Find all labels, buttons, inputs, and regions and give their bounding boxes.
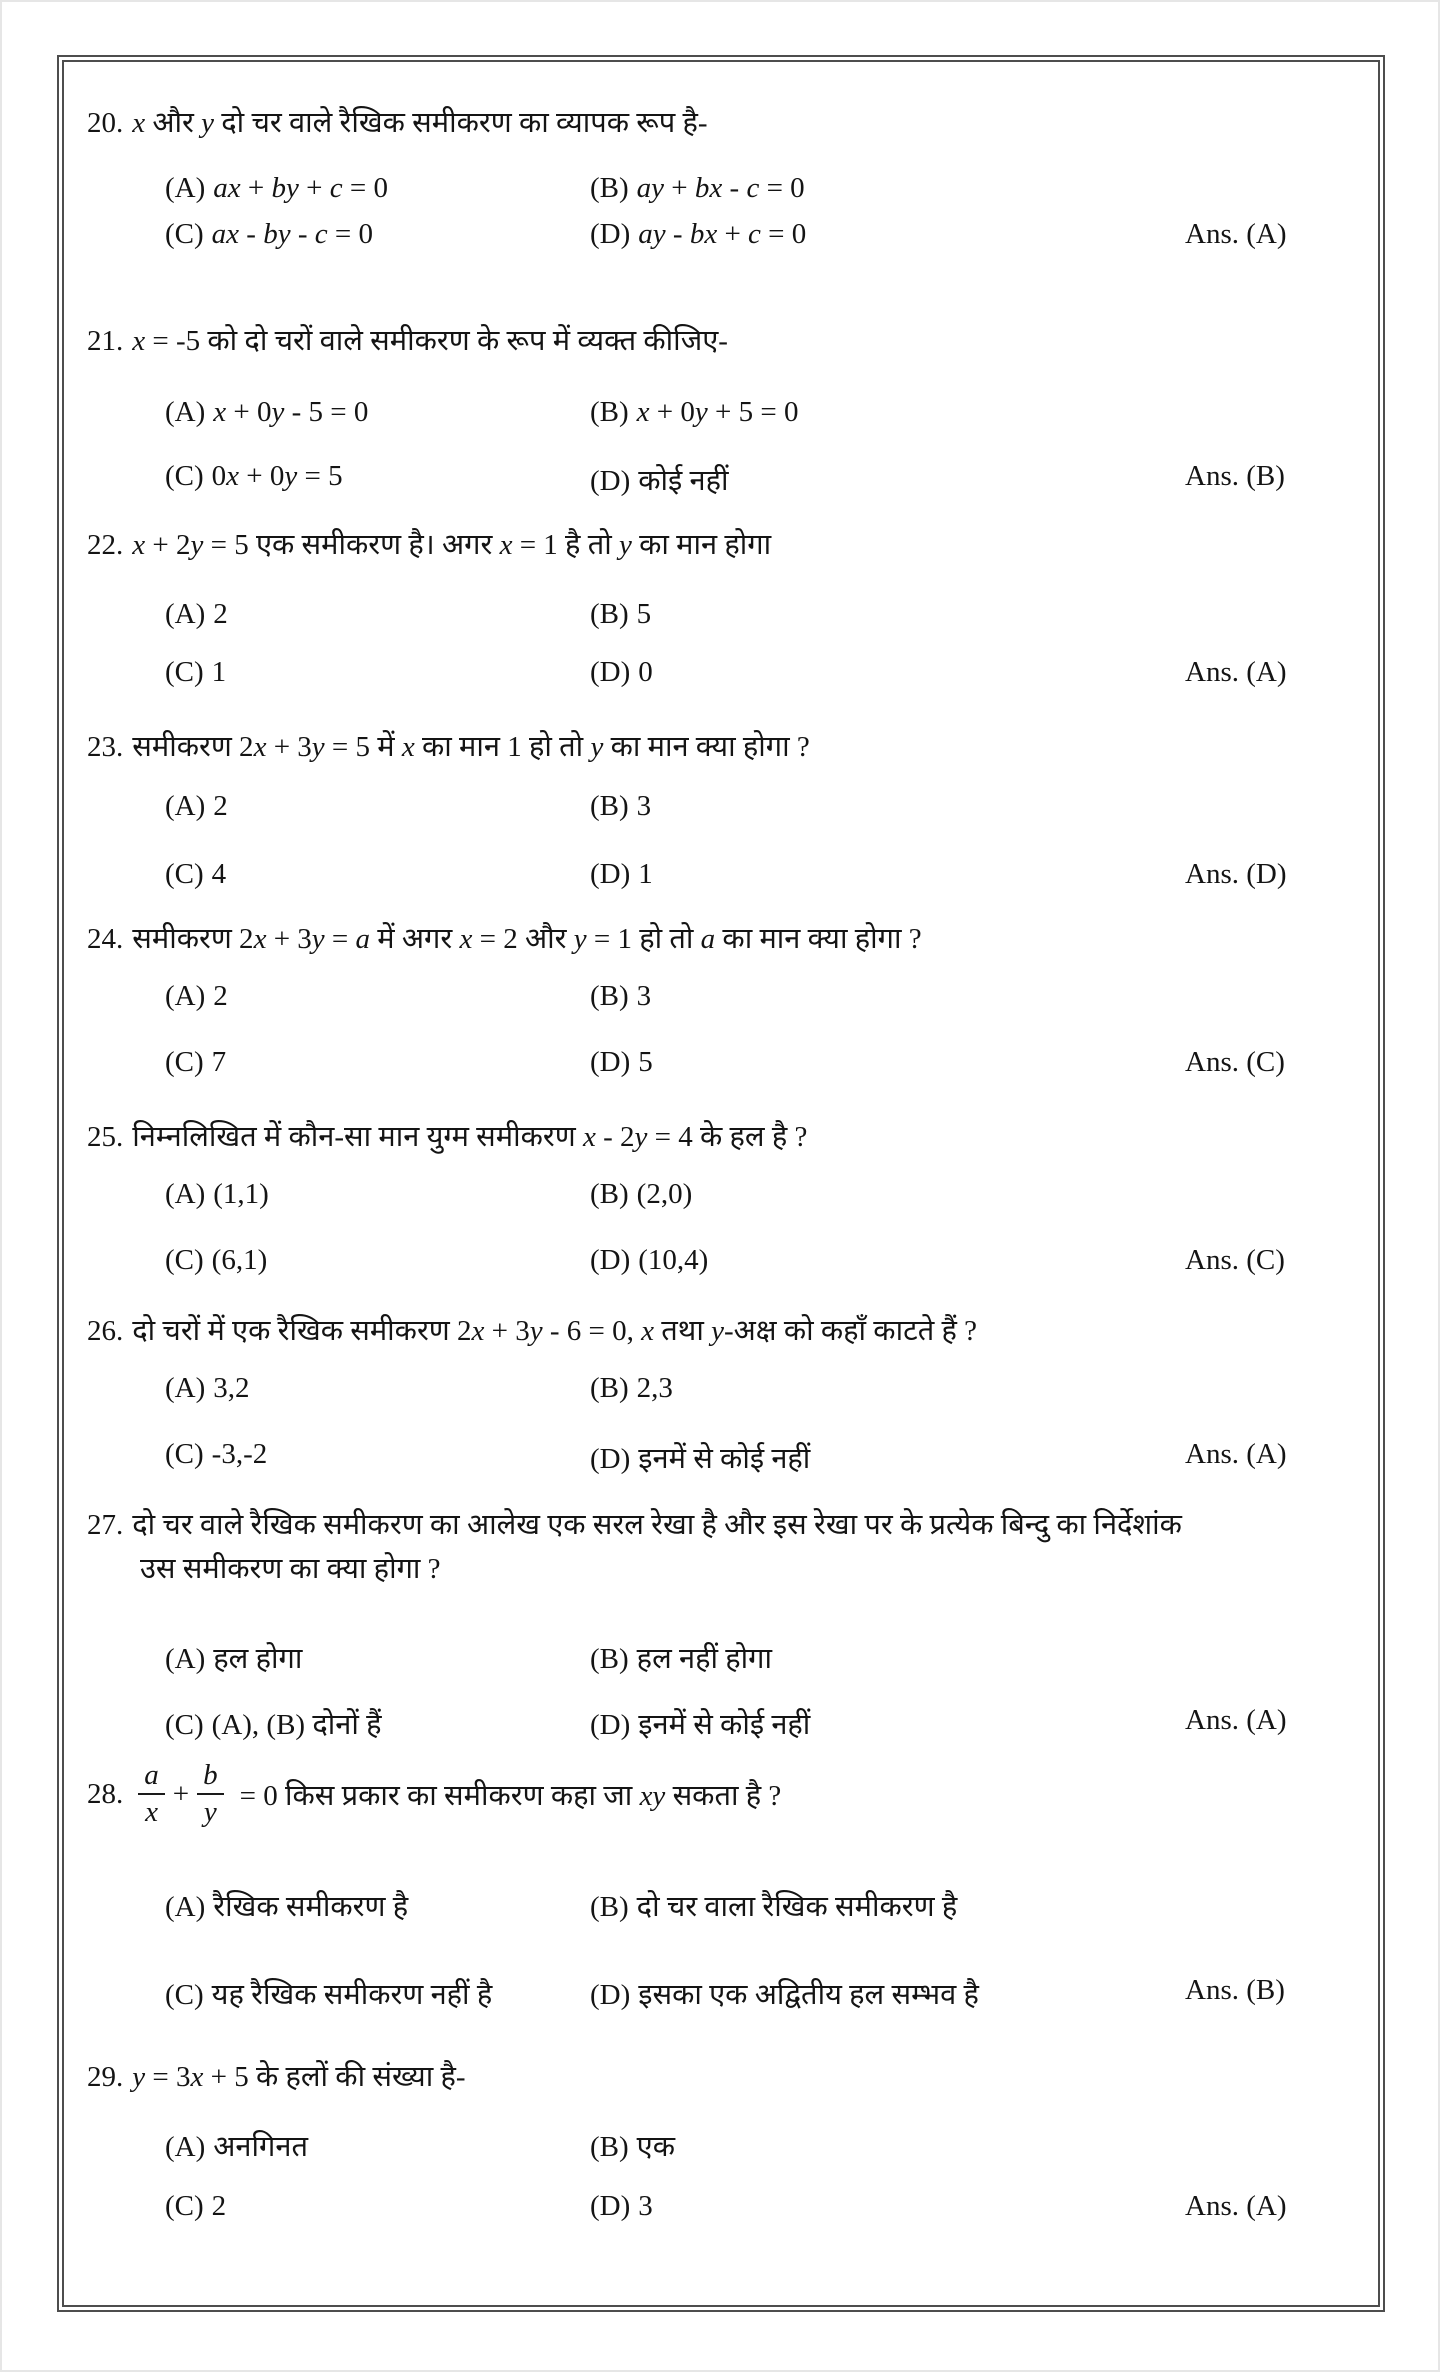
option-a	[165, 1178, 269, 1211]
option-text: 2	[213, 790, 228, 822]
option-b	[590, 790, 651, 823]
option-label: (A)	[165, 980, 206, 1012]
option-label: (B)	[590, 1891, 629, 1923]
option-label: (C)	[165, 460, 204, 492]
option-a	[165, 396, 368, 429]
fraction-denominator: y	[203, 1796, 217, 1828]
option-d	[590, 1974, 979, 2013]
question-number: 29.	[87, 2061, 124, 2093]
question-text: x = -5 को दो चरों वाले समीकरण के रूप में व्यक्त कीजिए-	[132, 325, 728, 357]
question-26-options-row-2	[64, 1438, 1378, 1480]
option-label: (B)	[590, 2131, 629, 2163]
question-25	[87, 1120, 1362, 1155]
question-20	[87, 106, 1362, 141]
option-label: (B)	[590, 598, 629, 630]
option-b	[590, 1372, 673, 1405]
question-number: 28.	[87, 1777, 124, 1810]
question-text: समीकरण 2x + 3y = 5 में x का मान 1 हो तो y का मान क्या होगा ?	[132, 731, 810, 763]
option-text: 2,3	[636, 1372, 673, 1404]
answer-label: Ans. (A)	[1185, 656, 1287, 688]
option-label: (B)	[590, 396, 629, 428]
option-text: (A), (B) दोनों हैं	[211, 1709, 382, 1741]
option-text: एक	[636, 2131, 675, 2163]
option-label: (D)	[590, 1979, 631, 2011]
question-21-options-row-1	[64, 396, 1378, 438]
option-label: (D)	[590, 1046, 631, 1078]
question-27	[87, 1508, 1362, 1543]
option-label: (A)	[165, 1372, 206, 1404]
option-b	[590, 980, 651, 1013]
option-label: (A)	[165, 172, 206, 204]
option-label: (C)	[165, 2190, 204, 2222]
option-label: (B)	[590, 1178, 629, 1210]
question-text: = 0 किस प्रकार का समीकरण कहा जा xy सकता है ?	[239, 1779, 782, 1812]
question-21	[87, 324, 1362, 359]
option-label: (A)	[165, 790, 206, 822]
option-label: (B)	[590, 1643, 629, 1675]
option-label: (C)	[165, 1709, 204, 1741]
option-text: 3	[636, 790, 652, 822]
question-28-options-row-1	[64, 1886, 1378, 1928]
option-b	[590, 598, 651, 631]
answer-label: Ans. (A)	[1185, 218, 1287, 250]
fraction-denominator: x	[145, 1796, 158, 1828]
option-label: (C)	[165, 858, 204, 890]
option-label: (D)	[590, 2190, 631, 2222]
option-c	[165, 460, 343, 493]
option-c	[165, 1974, 492, 2013]
question-27-options-row-1	[64, 1638, 1378, 1680]
option-d	[590, 1046, 653, 1079]
option-d	[590, 218, 806, 251]
question-24-options-row-2	[64, 1046, 1378, 1088]
question-23-options-row-2	[64, 858, 1378, 900]
option-label: (A)	[165, 396, 206, 428]
fraction-b-over-y	[197, 1759, 224, 1830]
option-d	[590, 1704, 810, 1743]
option-label: (C)	[165, 656, 204, 688]
option-c	[165, 1244, 267, 1277]
option-text: (2,0)	[636, 1178, 693, 1210]
option-a	[165, 2126, 308, 2165]
option-c	[165, 2190, 226, 2223]
question-number: 27.	[87, 1509, 124, 1541]
option-d	[590, 656, 653, 689]
question-text: दो चरों में एक रैखिक समीकरण 2x + 3y - 6 = 0, x तथा y-अक्ष को कहाँ काटते हैं ?	[132, 1315, 978, 1347]
option-label: (D)	[590, 1709, 631, 1741]
answer-label: Ans. (C)	[1185, 1244, 1285, 1276]
question-number: 24.	[87, 923, 124, 955]
answer-label: Ans. (D)	[1185, 858, 1287, 890]
option-label: (D)	[590, 1244, 631, 1276]
option-text: ay + bx - c = 0	[636, 172, 805, 204]
question-23	[87, 730, 1362, 765]
question-number: 23.	[87, 731, 124, 763]
option-text: 7	[211, 1046, 227, 1078]
option-text: x + 0y - 5 = 0	[213, 396, 369, 428]
option-d	[590, 460, 729, 499]
question-29-options-row-2	[64, 2190, 1378, 2232]
question-paper-page	[57, 55, 1385, 2312]
question-25-options-row-1	[64, 1178, 1378, 1220]
question-text: x + 2y = 5 एक समीकरण है। अगर x = 1 है तो y का मान होगा	[132, 529, 772, 561]
option-label: (C)	[165, 1979, 204, 2011]
option-a	[165, 1886, 408, 1925]
option-label: (C)	[165, 1244, 204, 1276]
plus-sign: +	[172, 1777, 190, 1810]
answer-label: Ans. (C)	[1185, 1046, 1285, 1078]
option-a	[165, 790, 228, 823]
option-d	[590, 1438, 810, 1477]
option-text: 0	[638, 656, 653, 688]
option-c	[165, 858, 226, 891]
option-c	[165, 1046, 226, 1079]
option-label: (A)	[165, 598, 206, 630]
option-text: 3,2	[213, 1372, 250, 1404]
answer-label: Ans. (B)	[1185, 460, 1285, 492]
question-29	[87, 2060, 1362, 2095]
option-text: 5	[636, 598, 652, 630]
option-label: (D)	[590, 858, 631, 890]
option-text: 5	[638, 1046, 653, 1078]
option-d	[590, 1244, 708, 1277]
option-label: (A)	[165, 1891, 206, 1923]
option-text: इसका एक अद्वितीय हल सम्भव है	[638, 1979, 979, 2011]
option-text: 2	[213, 980, 228, 1012]
question-number: 25.	[87, 1121, 124, 1153]
option-text: 4	[211, 858, 227, 890]
option-label: (A)	[165, 1643, 206, 1675]
question-number: 26.	[87, 1315, 124, 1347]
option-label: (D)	[590, 656, 631, 688]
option-text: हल नहीं होगा	[636, 1643, 772, 1675]
option-text: 0x + 0y = 5	[211, 460, 343, 492]
option-a	[165, 1638, 302, 1677]
option-c	[165, 1704, 382, 1743]
option-text: 3	[638, 2190, 653, 2222]
option-c	[165, 656, 226, 689]
option-b	[590, 2126, 675, 2165]
question-text: y = 3x + 5 के हलों की संख्या है-	[132, 2061, 466, 2093]
question-text: x और y दो चर वाले रैखिक समीकरण का व्यापक रूप है-	[132, 107, 708, 139]
question-20-options-row-1	[64, 172, 1378, 214]
question-22-options-row-2	[64, 656, 1378, 698]
option-a	[165, 1372, 250, 1405]
option-text: 1	[211, 656, 227, 688]
option-text: ax + by + c = 0	[213, 172, 388, 204]
option-b	[590, 396, 799, 429]
question-24	[87, 922, 1362, 957]
question-29-options-row-1	[64, 2126, 1378, 2168]
option-text: x + 0y + 5 = 0	[636, 396, 799, 428]
question-21-options-row-2	[64, 460, 1378, 502]
option-text: 2	[213, 598, 228, 630]
option-text: कोई नहीं	[638, 465, 729, 497]
fraction-a-over-x	[138, 1759, 165, 1830]
option-text: 2	[211, 2190, 227, 2222]
question-28	[87, 1752, 1362, 1836]
question-20-options-row-2	[64, 218, 1378, 260]
option-label: (B)	[590, 1372, 629, 1404]
option-label: (B)	[590, 980, 629, 1012]
option-label: (B)	[590, 790, 629, 822]
option-text: ax - by - c = 0	[211, 218, 373, 250]
option-label: (C)	[165, 1046, 204, 1078]
question-22	[87, 528, 1362, 563]
option-text: 3	[636, 980, 652, 1012]
option-text: इनमें से कोई नहीं	[638, 1709, 811, 1741]
option-c	[165, 1438, 267, 1471]
option-label: (C)	[165, 218, 204, 250]
answer-label: Ans. (A)	[1185, 2190, 1287, 2222]
option-text: हल होगा	[213, 1643, 303, 1675]
option-text: 1	[638, 858, 653, 890]
option-text: यह रैखिक समीकरण नहीं है	[211, 1979, 493, 2011]
option-label: (D)	[590, 1443, 631, 1475]
option-b	[590, 172, 805, 205]
option-a	[165, 172, 388, 205]
question-number: 21.	[87, 325, 124, 357]
option-text: (10,4)	[638, 1244, 709, 1276]
option-b	[590, 1638, 772, 1677]
question-text: उस समीकरण का क्या होगा ?	[140, 1553, 441, 1585]
answer-label: Ans. (B)	[1185, 1974, 1285, 2006]
option-text: -3,-2	[211, 1438, 268, 1470]
option-label: (D)	[590, 465, 631, 497]
option-text: दो चर वाला रैखिक समीकरण है	[636, 1891, 958, 1923]
option-text: (6,1)	[211, 1244, 268, 1276]
question-text: दो चर वाले रैखिक समीकरण का आलेख एक सरल रेखा है और इस रेखा पर के प्रत्येक बिन्दु का निर्देशांक	[132, 1509, 1182, 1541]
question-text: समीकरण 2x + 3y = a में अगर x = 2 और y = 1 हो तो a का मान क्या होगा ?	[132, 923, 922, 955]
question-number: 20.	[87, 107, 124, 139]
question-26-options-row-1	[64, 1372, 1378, 1414]
option-b	[590, 1178, 692, 1211]
answer-label: Ans. (A)	[1185, 1438, 1287, 1470]
question-28-options-row-2	[64, 1974, 1378, 2016]
question-26	[87, 1314, 1362, 1349]
fraction-numerator: a	[138, 1759, 165, 1795]
question-23-options-row-1	[64, 790, 1378, 832]
option-c	[165, 218, 373, 251]
option-label: (B)	[590, 172, 629, 204]
option-text: अनगिनत	[213, 2131, 308, 2163]
fraction-numerator: b	[197, 1759, 224, 1795]
option-text: इनमें से कोई नहीं	[638, 1443, 811, 1475]
option-d	[590, 858, 653, 891]
option-label: (D)	[590, 218, 631, 250]
option-d	[590, 2190, 653, 2223]
answer-label: Ans. (A)	[1185, 1704, 1287, 1736]
question-number: 22.	[87, 529, 124, 561]
question-text: निम्नलिखित में कौन-सा मान युग्म समीकरण x - 2y = 4 के हल है ?	[132, 1121, 808, 1153]
option-label: (C)	[165, 1438, 204, 1470]
question-27-options-row-2	[64, 1704, 1378, 1746]
question-25-options-row-2	[64, 1244, 1378, 1286]
option-text: रैखिक समीकरण है	[213, 1891, 409, 1923]
option-b	[590, 1886, 957, 1925]
question-24-options-row-1	[64, 980, 1378, 1022]
question-27-line-2	[140, 1552, 1362, 1587]
option-a	[165, 598, 228, 631]
option-text: (1,1)	[213, 1178, 269, 1210]
option-label: (A)	[165, 1178, 206, 1210]
option-a	[165, 980, 228, 1013]
option-text: ay - bx + c = 0	[638, 218, 807, 250]
option-label: (A)	[165, 2131, 206, 2163]
question-22-options-row-1	[64, 598, 1378, 640]
